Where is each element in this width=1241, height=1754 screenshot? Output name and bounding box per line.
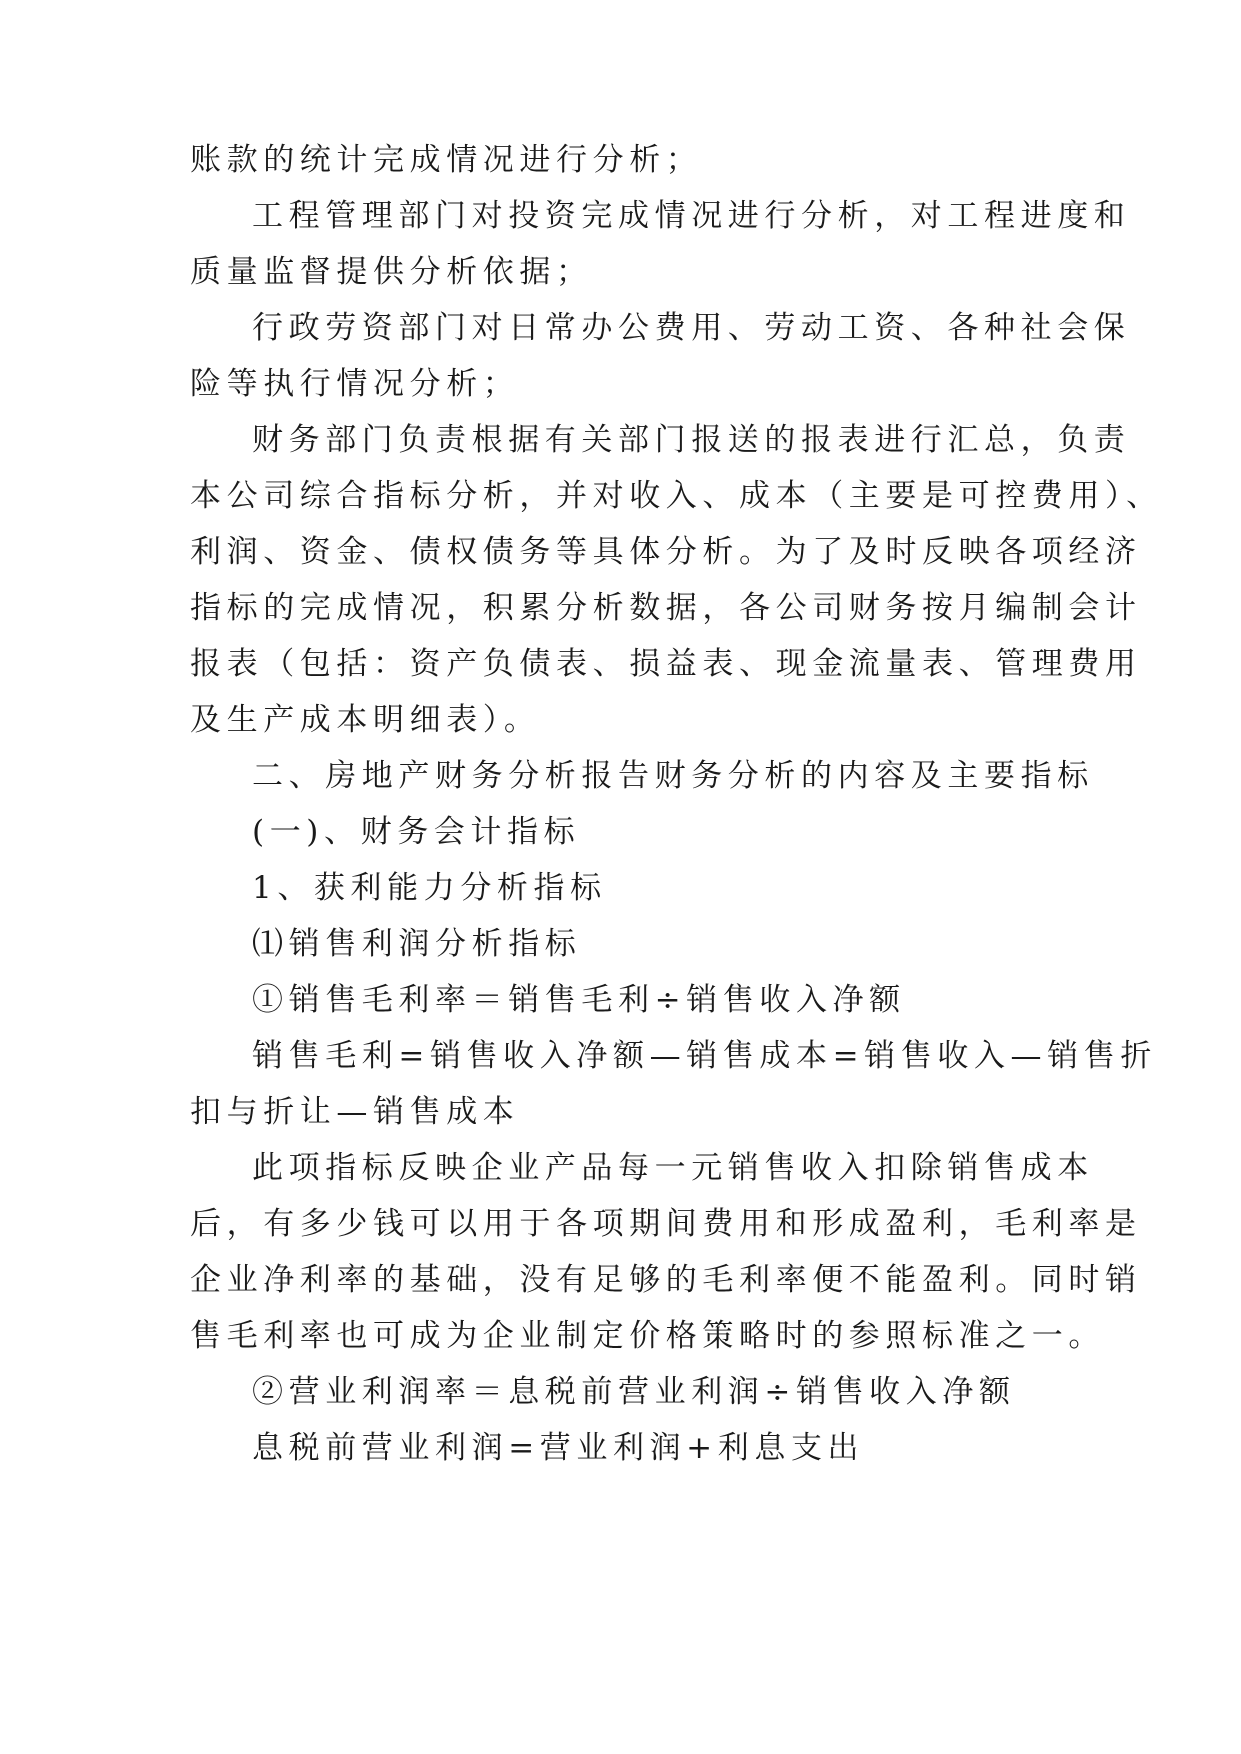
text-line-9: 指标的完成情况，积累分析数据，各公司财务按月编制会计: [190, 590, 1142, 626]
text-line-7: 本公司综合指标分析，并对收入、成本（主要是可控费用）、: [190, 478, 1163, 514]
text-line-2: 工程管理部门对投资完成情况进行分析，对工程进度和: [252, 198, 1131, 234]
subsection-heading: (一)、财务会计指标: [252, 814, 581, 850]
formula-line-3: 扣与折让—销售成本: [190, 1094, 520, 1130]
formula-line-4: ②营业利润率＝息税前营业利润÷销售收入净额: [252, 1374, 1016, 1410]
text-line-11: 及生产成本明细表）。: [190, 702, 541, 738]
sub-item-heading: ⑴销售利润分析指标: [252, 926, 582, 962]
section-heading: 二、房地产财务分析报告财务分析的内容及主要指标: [252, 758, 1094, 794]
text-line-1: 账款的统计完成情况进行分析；: [190, 142, 703, 178]
text-line-8: 利润、资金、债权债务等具体分析。为了及时反映各项经济: [190, 534, 1142, 570]
text-line-22: 售毛利率也可成为企业制定价格策略时的参照标准之一。: [190, 1318, 1105, 1354]
formula-line-1: ①销售毛利率＝销售毛利÷销售收入净额: [252, 982, 906, 1018]
text-line-5: 险等执行情况分析；: [190, 366, 520, 402]
text-line-21: 企业净利率的基础，没有足够的毛利率便不能盈利。同时销: [190, 1262, 1142, 1298]
formula-line-5: 息税前营业利润=营业利润+利息支出: [252, 1430, 865, 1466]
text-line-6: 财务部门负责根据有关部门报送的报表进行汇总，负责: [252, 422, 1131, 458]
formula-line-2: 销售毛利=销售收入净额—销售成本=销售收入—销售折: [252, 1038, 1157, 1074]
text-line-20: 后，有多少钱可以用于各项期间费用和形成盈利，毛利率是: [190, 1206, 1142, 1242]
text-line-4: 行政劳资部门对日常办公费用、劳动工资、各种社会保: [252, 310, 1131, 346]
text-line-10: 报表（包括：资产负债表、损益表、现金流量表、管理费用: [190, 646, 1142, 682]
text-line-19: 此项指标反映企业产品每一元销售收入扣除销售成本: [252, 1150, 1094, 1186]
text-line-3: 质量监督提供分析依据；: [190, 254, 593, 290]
item-heading: 1、获利能力分析指标: [252, 870, 607, 906]
